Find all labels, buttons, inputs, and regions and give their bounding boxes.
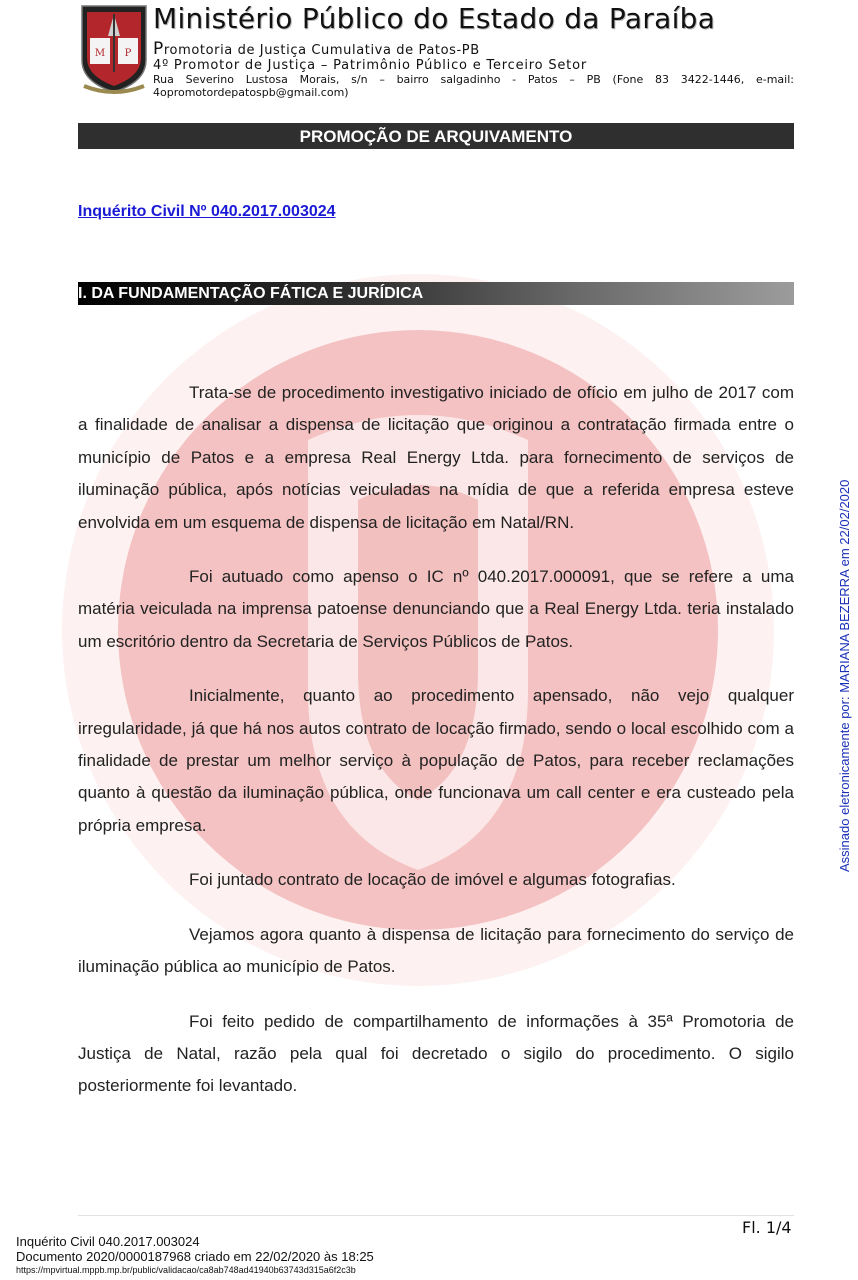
paragraph: Foi juntado contrato de locação de imóvel e algumas fotografias.	[189, 870, 676, 890]
org-email: 4opromotordepatospb@gmail.com)	[153, 86, 349, 99]
case-reference-link[interactable]: Inquérito Civil Nº 040.2017.003024	[78, 203, 336, 220]
footer-divider	[78, 1215, 794, 1216]
svg-text:P: P	[124, 48, 132, 59]
org-subtitle-initial: P	[153, 39, 164, 59]
svg-text:M: M	[94, 48, 106, 59]
document-heading: PROMOÇÃO DE ARQUIVAMENTO	[78, 123, 794, 149]
org-title: Ministério Público do Estado da Paraíba	[153, 2, 716, 35]
page-number: Fl. 1/4	[742, 1218, 792, 1237]
paragraph: Vejamos agora quanto à dispensa de licitação para fornecimento do serviço de iluminação pública ao município de Patos.	[78, 924, 794, 977]
mp-seal-logo	[78, 2, 150, 96]
org-address: Rua Severino Lustosa Morais, s/n – bairro salgadinho - Patos – PB (Fone 83 3422-1446, e-mail:	[153, 73, 794, 86]
footer-document-info: Documento 2020/0000187968 criado em 22/02/2020 às 18:25	[16, 1249, 374, 1264]
footer-case: Inquérito Civil 040.2017.003024	[16, 1234, 200, 1249]
paragraph: Foi autuado como apenso o IC nº 040.2017.000091, que se refere a uma matéria veiculada na imprensa patoense denunciando que a Real Energy Ltda. teria instalado um escritório dentro da Secretaria de Serviços Públicos de Patos.	[78, 567, 794, 651]
paragraph: Foi feito pedido de compartilhamento de informações à 35ª Promotoria de Justiça de Natal, razão pela qual foi decretado o sigilo do procedimento. O sigilo posteriormente foi levantado.	[78, 1011, 794, 1096]
org-subtitle-2: 4º Promotor de Justiça – Patrimônio Público e Terceiro Setor	[153, 58, 587, 73]
org-subtitle-rest: romotoria de Justiça Cumulativa de Patos-PB	[163, 43, 480, 58]
body-text	[78, 377, 794, 1125]
footer-validation-url[interactable]: https://mpvirtual.mppb.mp.br/public/validacao/ca8ab748ad41940b63743d315a6f2c3b	[16, 1265, 356, 1275]
section-title: I. DA FUNDAMENTAÇÃO FÁTICA E JURÍDICA	[78, 282, 794, 305]
electronic-signature: Assinado eletronicamente por: MARIANA BEZERRA em 22/02/2020	[837, 479, 852, 872]
org-subtitle	[153, 39, 480, 59]
paragraph: Trata-se de procedimento investigativo iniciado de ofício em julho de 2017 com a finalidade de analisar a dispensa de licitação que originou a contratação firmada entre o município de Patos e a empresa Real Energy Ltda. para fornecimento de serviços de iluminação pública, após notícias veiculadas na mídia de que a referida empresa esteve envolvida em um esquema de dispensa de licitação em Natal/RN.	[78, 383, 794, 532]
paragraph: Inicialmente, quanto ao procedimento apensado, não vejo qualquer irregularidade, já que há nos autos contrato de locação firmado, sendo o local escolhido com a finalidade de prestar um melhor serviço à população de Patos, para receber reclamações quanto à questão da iluminação pública, onde funcionava um call center e era custeado pela própria empresa.	[78, 686, 794, 835]
